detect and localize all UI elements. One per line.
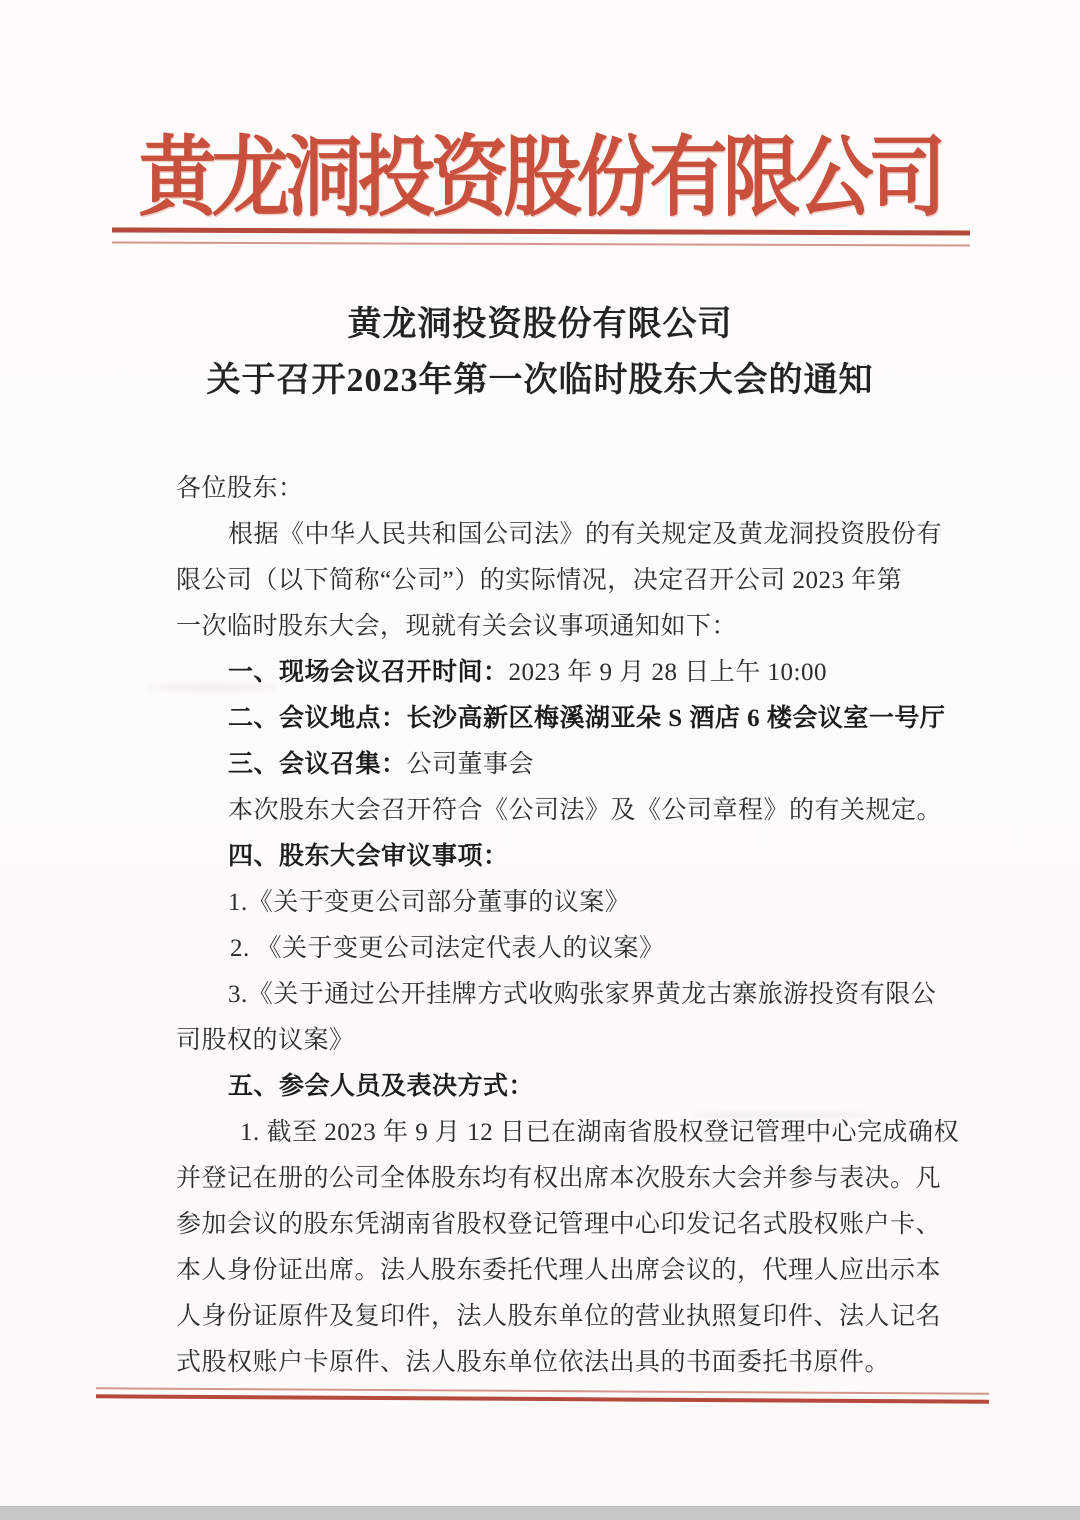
body-segment-text: 2023 年 9 月 28 日上午 10:00	[508, 659, 827, 686]
body-segment-text: 2. 《关于变更公司法定代表人的议案》	[230, 935, 665, 962]
body-line	[176, 926, 966, 972]
body-segment-text: 人身份证原件及复印件，法人股东单位的营业执照复印件、法人记名	[176, 1303, 942, 1330]
body-segment-heading: 五、参会人员及表决方式：	[228, 1073, 535, 1100]
notice-title	[0, 297, 1080, 409]
body-line	[176, 1064, 966, 1110]
body-segment-heading: 一、现场会议召开时间：	[228, 659, 509, 686]
body-line	[176, 834, 966, 880]
scan-artifact	[148, 683, 278, 692]
body-line	[176, 972, 966, 1018]
body-line	[176, 466, 966, 512]
body-segment-text: 1.《关于变更公司部分董事的议案》	[228, 889, 631, 916]
body-segment-text: 本人身份证出席。法人股东委托代理人出席会议的，代理人应出示本	[176, 1257, 942, 1284]
body-line	[176, 1248, 966, 1294]
body-segment-text: 参加会议的股东凭湖南省股权登记管理中心印发记名式股权账户卡、	[176, 1211, 942, 1238]
scan-edge	[0, 1506, 1080, 1520]
company-letterhead: 黄龙洞投资股份有限公司	[138, 129, 942, 227]
notice-title-subject: 关于召开2023年第一次临时股东大会的通知	[206, 362, 874, 399]
notice-title-company: 黄龙洞投资股份有限公司	[347, 306, 733, 343]
body-segment-heading: 三、会议召集：	[228, 751, 407, 778]
body-segment-text: 公司董事会	[406, 751, 535, 778]
body-segment-text: 司股权的议案》	[176, 1027, 355, 1054]
body-line	[176, 558, 966, 604]
body-line	[176, 880, 966, 926]
body-segment-text: 本次股东大会召开符合《公司法》及《公司章程》的有关规定。	[228, 797, 943, 824]
body-line	[176, 650, 966, 696]
scan-artifact	[690, 1111, 870, 1119]
body-line	[176, 1018, 966, 1064]
body-segment-heading: 二、会议地点：长沙高新区梅溪湖亚朵 S 酒店 6 楼会议室一号厅	[228, 705, 946, 732]
body-segment-text: 1. 截至 2023 年 9 月 12 日已在湖南省股权登记管理中心完成确权	[240, 1119, 960, 1146]
body-segment-text: 各位股东：	[176, 475, 304, 502]
body-segment-heading: 四、股东大会审议事项：	[228, 843, 509, 870]
body-line	[176, 512, 966, 558]
body-line	[176, 1294, 966, 1340]
body-segment-text: 根据《中华人民共和国公司法》的有关规定及黄龙洞投资股份有	[228, 521, 943, 548]
footer-divider	[96, 1387, 989, 1403]
body-segment-text: 并登记在册的公司全体股东均有权出席本次股东大会并参与表决。凡	[176, 1165, 942, 1192]
body-line	[176, 1340, 966, 1386]
body-segment-text: 式股权账户卡原件、法人股东单位依法出具的书面委托书原件。	[176, 1349, 891, 1376]
body-line	[176, 604, 966, 650]
body-line	[176, 696, 966, 742]
letterhead-divider	[112, 228, 970, 247]
body-segment-text: 3.《关于通过公开挂牌方式收购张家界黄龙古寨旅游投资有限公	[228, 981, 937, 1008]
body-line	[176, 1156, 966, 1202]
body-line	[176, 1202, 966, 1248]
body-segment-text: 限公司（以下简称“公司”）的实际情况，决定召开公司 2023 年第	[176, 567, 903, 594]
body-line	[176, 788, 966, 834]
notice-body	[176, 466, 966, 1386]
body-line	[176, 742, 966, 788]
body-segment-text: 一次临时股东大会，现就有关会议事项通知如下：	[176, 613, 738, 640]
